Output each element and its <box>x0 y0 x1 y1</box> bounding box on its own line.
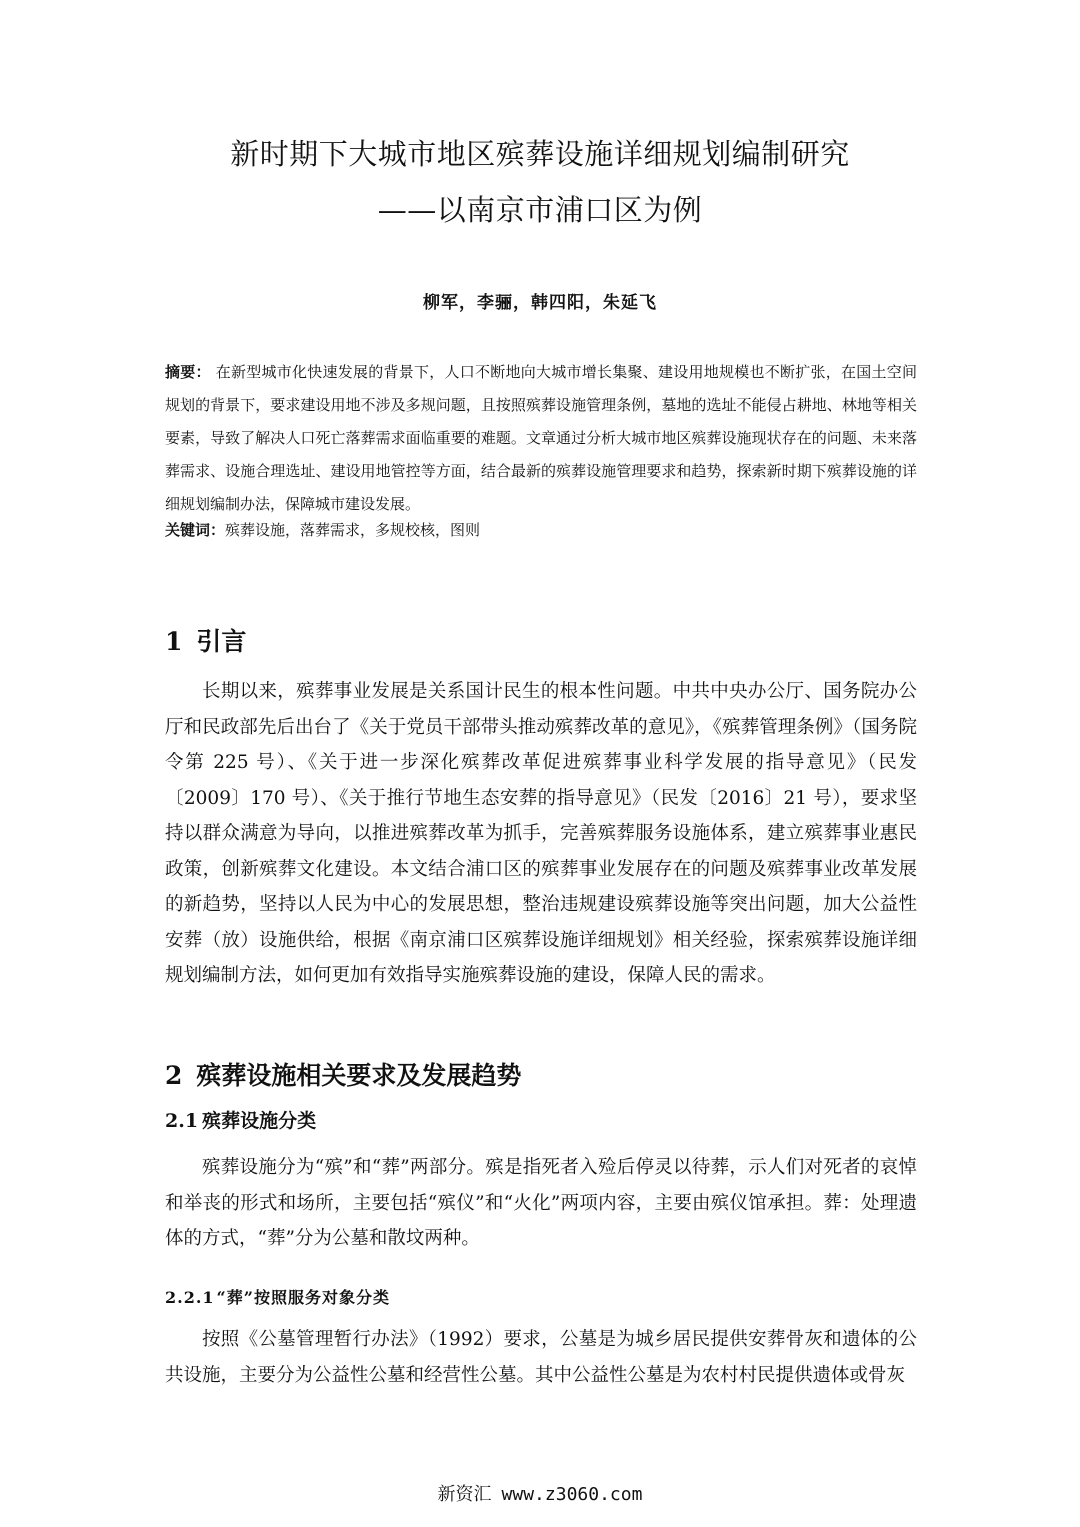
author-list: 柳军，李骊，韩四阳，朱延飞 <box>423 293 657 313</box>
section-2-number: 2 <box>165 1061 183 1090</box>
section-1-title: 引言 <box>196 627 247 656</box>
section-2-2-1-title: “葬”按照服务对象分类 <box>216 1288 390 1307</box>
section-1-paragraph: 长期以来，殡葬事业发展是关系国计民生的根本性问题。中共中央办公厅、国务院办公厅和民政部先后出台了《关于党员干部带头推动殡葬改革的意见》，《殡葬管理条例》（国务院令第 225 号）、《关于进一步深化殡葬改革促进殡葬事业科学发展的指导意见》（民发〔2009〕170 号）、《关于推行节地生态安葬的指导意见》（民发〔2016〕21 号），要求坚持以群众满意为导向，以推进殡葬改革为抓手，完善殡葬服务设施体系，建立殡葬事业惠民政策，创新殡葬文化建设。本文结合浦口区的殡葬事业发展存在的问题及殡葬事业改革发展的新趋势，坚持以人民为中心的发展思想，整治违规建设殡葬设施等突出问题，加大公益性安葬（放）设施供给，根据《南京浦口区殡葬设施详细规划》相关经验，探索殡葬设施详细规划编制方法，如何更加有效指导实施殡葬设施的建设，保障人民的需求。 <box>165 681 917 986</box>
section-2-1-heading <box>165 1106 316 1133</box>
footer-site-name: 新资汇 <box>437 1484 492 1505</box>
section-2-1-number: 2.1 <box>165 1110 199 1132</box>
paper-title: 新时期下大城市地区殡葬设施详细规划编制研究 <box>230 137 850 171</box>
paper-subtitle: ——以南京市浦口区为例 <box>377 193 703 227</box>
abstract-text: 在新型城市化快速发展的背景下，人口不断地向大城市增长集聚、建设用地规模也不断扩张，在国土空间规划的背景下，要求建设用地不涉及多规问题，且按照殡葬设施管理条例，墓地的选址不能侵占耕地、林地等相关要素，导致了解决人口死亡落葬需求面临重要的难题。文章通过分析大城市地区殡葬设施现状存在的问题、未来落葬需求、设施合理选址、建设用地管控等方面，结合最新的殡葬设施管理要求和趋势，探索新时期下殡葬设施的详细规划编制办法，保障城市建设发展。 <box>165 363 917 513</box>
section-2-title: 殡葬设施相关要求及发展趋势 <box>196 1061 522 1090</box>
keywords-label: 关键词： <box>165 521 226 539</box>
section-2-2-1-paragraph: 按照《公墓管理暂行办法》（1992）要求，公墓是为城乡居民提供安葬骨灰和遗体的公共设施，主要分为公益性公墓和经营性公墓。其中公益性公墓是为农村村民提供遗体或骨灰 <box>165 1329 917 1386</box>
section-1-number: 1 <box>165 627 183 656</box>
abstract-label: 摘要： <box>165 363 211 381</box>
section-2-2-1-number: 2.2.1 <box>165 1288 215 1307</box>
section-1-heading <box>165 622 246 658</box>
abstract <box>165 356 917 521</box>
section-2-1-paragraph: 殡葬设施分为“殡”和“葬”两部分。殡是指死者入殓后停灵以待葬，示人们对死者的哀悼和举丧的形式和场所，主要包括“殡仪”和“火化”两项内容，主要由殡仪馆承担。葬：处理遗体的方式，“葬”分为公墓和散坟两种。 <box>165 1157 917 1249</box>
page-footer <box>0 1480 1080 1506</box>
section-2-heading <box>165 1056 521 1092</box>
section-2-2-1-heading <box>165 1285 390 1308</box>
section-2-1-title: 殡葬设施分类 <box>202 1110 317 1132</box>
keywords-text: 殡葬设施，落葬需求，多规校核，图则 <box>225 521 481 539</box>
keywords <box>165 515 917 545</box>
footer-url[interactable]: www.z3060.com <box>501 1484 643 1505</box>
